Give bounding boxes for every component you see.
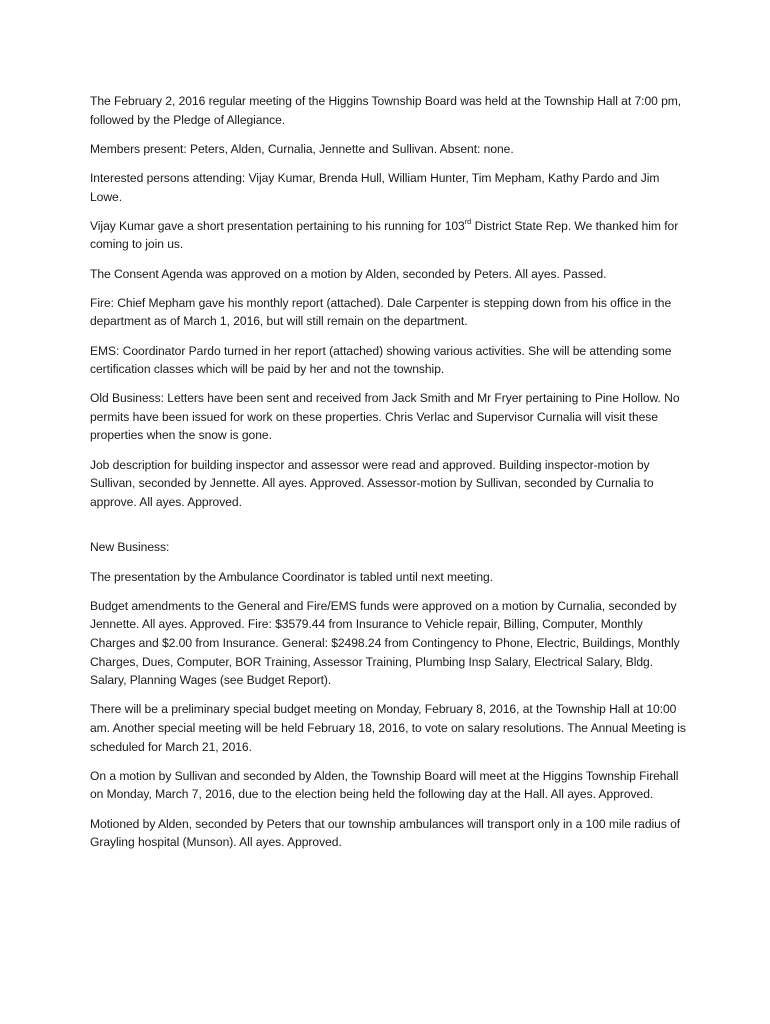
ems-report-paragraph: EMS: Coordinator Pardo turned in her report (attached) showing various activities. She will be attending some certification classes which will be paid by her and not the township. [90,343,672,377]
old-business-paragraph: Old Business: Letters have been sent and received from Jack Smith and Mr Fryer pertaining to Pine Hollow. No permits have been issued for work on these properties. Chris Verlac and Supervisor Curnalia will visit these properties when the snow is gone. [90,391,680,443]
budget-amendments-paragraph: Budget amendments to the General and Fire/EMS funds were approved on a motion by Curnalia, seconded by Jennette. All ayes. Approved. Fire: $3579.44 from Insurance to Vehicle repair, Billing, Computer, Monthly Charges and $2.00 from Insurance. General: $2498.24 from Contingency to Phone, Electric, Buildings, Monthly Charges, Dues, Computer, BOR Training, Assessor Training, Plumbing Insp Salary, Electrical Salary, Bldg. Salary, Planning Wages (see Budget Report). [90,598,680,688]
presentation-text-before: Vijay Kumar gave a short presentation pertaining to his running for 103 [90,218,465,233]
members-present-paragraph: Members present: Peters, Alden, Curnalia, Jennette and Sullivan. Absent: none. [90,141,514,156]
consent-agenda-paragraph: The Consent Agenda was approved on a motion by Alden, seconded by Peters. All ayes. Passed. [90,266,607,281]
presentation-paragraph [90,217,690,254]
fire-report-paragraph: Fire: Chief Mepham gave his monthly report (attached). Dale Carpenter is stepping down from his office in the department as of March 1, 2016, but will still remain on the department. [90,295,672,329]
presentation-text-after: District State Rep. We thanked him for coming to join us. [90,218,679,252]
special-meeting-paragraph: There will be a preliminary special budget meeting on Monday, February 8, 2016, at the Township Hall at 10:00 am. Another special meeting will be held February 18, 2016, to vote on salary resolutions. The Annual Meeting is scheduled for March 21, 2016. [90,702,686,754]
ambulance-presentation-paragraph: The presentation by the Ambulance Coordinator is tabled until next meeting. [90,569,493,584]
ordinal-suffix: rd [464,216,472,226]
meeting-intro-paragraph: The February 2, 2016 regular meeting of the Higgins Township Board was held at the Township Hall at 7:00 pm, followed by the Pledge of Allegiance. [90,94,682,127]
job-description-paragraph: Job description for building inspector and assessor were read and approved. Building inspector-motion by Sullivan, seconded by Jennette. All ayes. Approved. Assessor-motion by Sullivan, seconded by Curnalia to approve. All ayes. Approved. [90,457,654,509]
ambulance-radius-paragraph: Motioned by Alden, seconded by Peters that our township ambulances will transport only in a 100 mile radius of Grayling hospital (Munson). All ayes. Approved. [90,816,681,850]
interested-persons-paragraph: Interested persons attending: Vijay Kumar, Brenda Hull, William Hunter, Tim Mepham, Kathy Pardo and Jim Lowe. [90,170,660,204]
new-business-heading: New Business: [90,540,170,555]
firehall-meeting-paragraph: On a motion by Sullivan and seconded by Alden, the Township Board will meet at the Higgins Township Firehall on Monday, March 7, 2016, due to the election being held the following day at the Hall. All ayes. Approved. [90,768,679,802]
document-page [90,92,690,862]
